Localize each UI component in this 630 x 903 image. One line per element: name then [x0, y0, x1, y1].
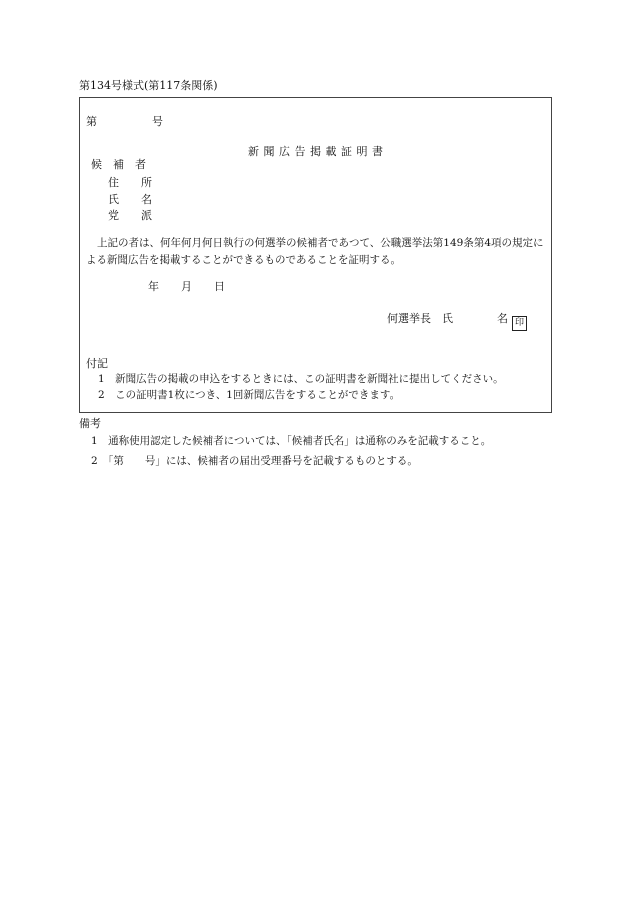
remark-item: 2 「第 号」には、候補者の届出受理番号を記載するものとする。: [91, 455, 418, 467]
date-line: 年 月 日: [148, 280, 225, 293]
form-title: 第134号様式(第117条関係): [79, 79, 218, 92]
notes-heading: 付記: [86, 357, 108, 370]
document-title: 新聞広告掲載証明書: [248, 145, 388, 158]
name-field-label: 氏 名: [108, 193, 152, 206]
address-field-label: 住 所: [108, 176, 152, 189]
note-item: 1 新聞広告の掲載の申込をするときには、この証明書を新聞社に提出してください。: [98, 373, 504, 385]
note-item: 2 この証明書1枚につき、1回新聞広告をすることができます。: [98, 389, 401, 401]
seal-mark: 印: [512, 316, 527, 331]
candidate-label: 候 補 者: [91, 158, 146, 171]
certificate-frame: [79, 97, 552, 413]
party-field-label: 党 派: [108, 209, 152, 222]
signature-label: 何選挙長 氏 名: [387, 312, 508, 325]
certification-statement: 上記の者は、何年何月何日執行の何選挙の候補者であつて、公職選挙法第149条第4項の規定による新聞広告を掲載することができるものであることを証明する。: [86, 237, 544, 266]
certificate-number-label: 第 号: [86, 115, 163, 128]
remarks-heading: 備考: [79, 417, 101, 430]
remark-item: 1 通称使用認定した候補者については、「候補者氏名」は通称のみを記載すること。: [91, 435, 492, 447]
signature-line: [387, 313, 527, 331]
